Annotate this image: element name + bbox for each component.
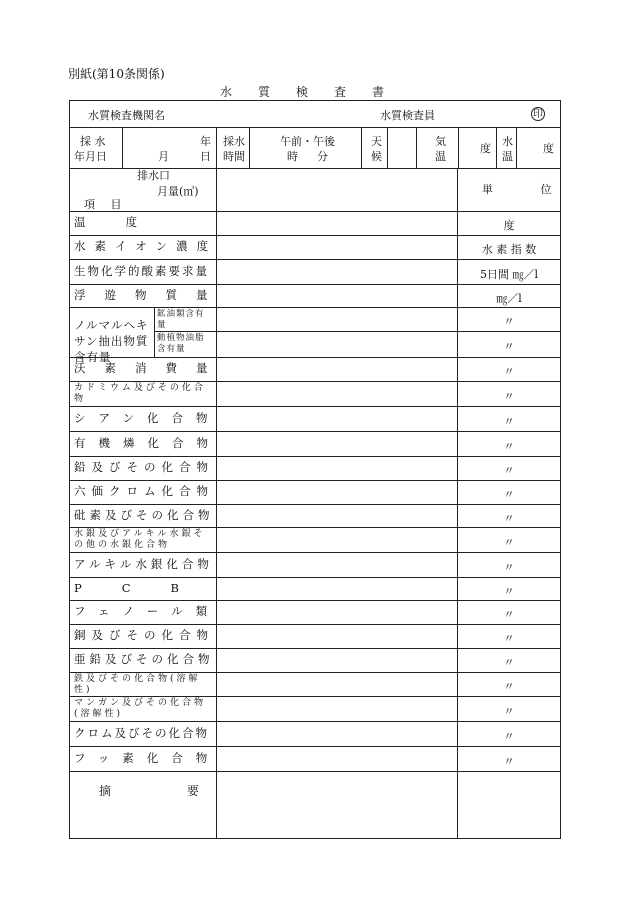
item-label: 砒素及びその化合物: [74, 507, 214, 522]
grid-line: [69, 527, 561, 528]
grid-line: [69, 648, 561, 649]
grid-line: [69, 771, 561, 772]
grid-line: [69, 127, 561, 128]
grid-line: [69, 504, 561, 505]
grid-line: [69, 259, 561, 260]
grid-line: [69, 381, 561, 382]
unit-cell: 〃: [503, 754, 515, 768]
item-label: シアン化合物: [74, 410, 221, 425]
grid-line: [69, 406, 561, 407]
unit-cell: 〃: [503, 488, 515, 501]
item-label: 項 目: [84, 198, 128, 211]
item-label: 亜鉛及びその化合物: [74, 652, 214, 666]
item-label: 六価クロム化合物: [74, 484, 214, 498]
outlet-label: 排水口: [137, 169, 170, 182]
item-label: 水銀及びアルキル水銀その他の水銀化合物: [74, 529, 206, 550]
item-label: PCB: [74, 580, 219, 595]
item-label: クロム及びその化合物: [74, 725, 209, 740]
grid-line: [69, 235, 561, 236]
unit-cell: 〃: [503, 535, 515, 549]
unit-cell: 〃: [503, 464, 515, 477]
agency-label: 水質検査機関名: [88, 109, 165, 122]
item-sub-label: 鉱油類含有量: [157, 309, 205, 330]
item-label: 沃素消費量: [74, 361, 227, 375]
item-label: アルキル水銀化合物: [74, 556, 213, 571]
unit-cell: 〃: [503, 365, 515, 378]
grid-line: [69, 211, 561, 212]
grid-line: [516, 127, 517, 168]
unit-cell: 〃: [503, 511, 515, 525]
unit-cell: 〃: [503, 584, 515, 598]
sampling-time-label-1: 採水: [223, 135, 245, 148]
grid-line: [216, 168, 217, 839]
unit-cell: 〃: [503, 656, 515, 669]
seal-mark: 印: [533, 109, 543, 120]
item-label-group: ノルマルヘキサン抽出物質含有量: [74, 318, 149, 364]
unit-header: 単 位: [482, 183, 574, 196]
unit-cell: 〃: [503, 389, 515, 403]
unit-cell: 〃: [503, 560, 515, 574]
sampling-date-label-1: 採 水: [80, 135, 106, 148]
unit-cell: 水 素 指 数: [481, 243, 537, 256]
item-label: 有機燐化合物: [74, 435, 221, 450]
grid-line: [69, 696, 561, 697]
weather-label-2: 候: [371, 150, 382, 163]
unit-cell: 〃: [503, 340, 515, 353]
air-temp-degree: 度: [480, 142, 491, 155]
unit-cell: 〃: [503, 439, 515, 453]
am-pm-label: 午前・午後: [280, 135, 335, 148]
item-label: マンガン及びその化合物(溶解性): [74, 698, 207, 719]
item-label: 鉛及びその化合物: [74, 460, 214, 474]
hour-label: 時: [287, 150, 298, 163]
water-temp-degree: 度: [543, 142, 554, 155]
item-label: 浮遊物質量: [74, 287, 227, 302]
grid-line: [69, 600, 561, 601]
grid-line: [216, 127, 217, 168]
grid-line: [69, 480, 561, 481]
water-temp-label-2: 温: [502, 150, 513, 163]
grid-line: [416, 127, 417, 168]
inspector-label: 水質検査員: [380, 109, 435, 122]
flow-label: 月量(㎥): [157, 185, 199, 198]
grid-line: [69, 672, 561, 673]
grid-line: [249, 127, 250, 168]
grid-line: [69, 456, 561, 457]
unit-cell: 〃: [503, 704, 515, 718]
sampling-time-label-2: 時間: [223, 150, 245, 163]
minute-label: 分: [317, 150, 328, 163]
grid-line: [361, 127, 362, 168]
grid-line: [69, 624, 561, 625]
item-label: 銅及びその化合物: [74, 628, 214, 642]
unit-cell: 5日間 ㎎／l: [479, 267, 538, 281]
remarks-label: 摘 要: [99, 784, 235, 798]
water-temp-label-1: 水: [502, 135, 513, 148]
air-temp-label-1: 気: [435, 135, 446, 148]
item-label: 生物化学的酸素要求量: [74, 263, 209, 278]
air-temp-label-2: 温: [435, 150, 446, 163]
item-label: カドミウム及びその化合物: [74, 383, 206, 404]
unit-cell: 〃: [503, 315, 515, 328]
weather-label-1: 天: [371, 135, 382, 148]
item-label: フェノール類: [74, 604, 221, 618]
grid-line: [69, 746, 561, 747]
unit-cell: 〃: [503, 680, 515, 693]
month-label: 月: [158, 150, 169, 163]
page-title: 水質検査書: [219, 85, 410, 99]
grid-line: [458, 127, 459, 168]
item-sub-label: 動植物油脂含有量: [157, 333, 205, 354]
day-label: 日: [200, 150, 211, 163]
item-label: 水素イオン濃度: [74, 239, 218, 253]
unit-cell: 〃: [503, 632, 515, 645]
grid-line: [69, 284, 561, 285]
unit-cell: ㎎／l: [496, 291, 522, 305]
item-label: 温度: [74, 215, 177, 229]
unit-cell: 〃: [503, 729, 515, 743]
grid-line: [496, 127, 497, 168]
unit-cell: 度: [503, 219, 515, 232]
grid-line: [69, 307, 561, 308]
form-reference: 別紙(第10条関係): [68, 67, 165, 81]
grid-line: [387, 127, 388, 168]
item-label: 鉄及びその化合物(溶解性): [74, 674, 201, 695]
grid-line: [154, 307, 155, 357]
item-label: フッ素化合物: [74, 750, 221, 765]
grid-line: [122, 127, 123, 168]
unit-cell: 〃: [503, 608, 515, 621]
grid-line: [69, 577, 561, 578]
grid-line: [69, 721, 561, 722]
year-label: 年: [200, 135, 211, 148]
sampling-date-label-2: 年月日: [74, 150, 107, 163]
unit-cell: 〃: [503, 414, 515, 428]
grid-line: [69, 552, 561, 553]
grid-line: [69, 431, 561, 432]
